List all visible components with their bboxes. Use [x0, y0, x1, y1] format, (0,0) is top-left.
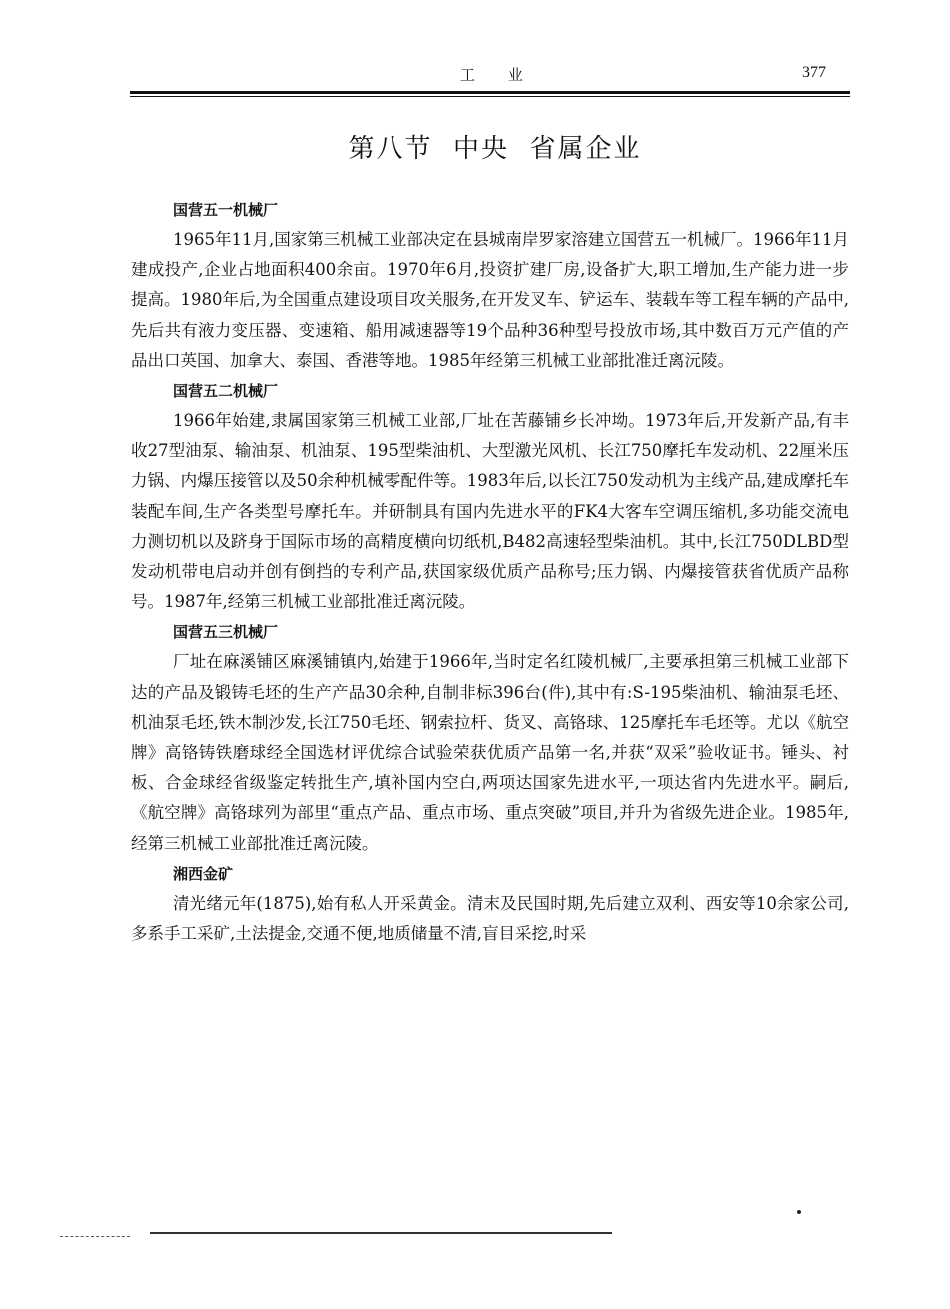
article-wusan-machinery-plant	[131, 617, 849, 858]
article-xiangxi-gold-mine	[131, 859, 849, 949]
header-rule-thick	[130, 91, 850, 94]
article-text: 1966年始建,隶属国家第三机械工业部,厂址在苦藤铺乡长冲坳。1973年后,开发新产品,有丰收27型油泵、输油泵、机油泵、195型柴油机、大型激光风机、长江750摩托车发动机、22厘米压力锅、内爆压接管以及50余种机械零配件等。1983年后,以长江750发动机为主线产品,建成摩托车装配车间,生产各类型号摩托车。并研制具有国内先进水平的FK4大客车空调压缩机,多功能交流电力测切机以及跻身于国际市场的高精度横向切纸机,B482高速轻型柴油机。其中,长江750DLBD型发动机带电启动并创有倒挡的专利产品,获国家级优质产品称号;压力锅、内爆接管获省优质产品称号。1987年,经第三机械工业部批准迁离沅陵。	[131, 411, 849, 612]
article-text: 厂址在麻溪铺区麻溪铺镇内,始建于1966年,当时定名红陵机械厂,主要承担第三机械工业部下达的产品及锻铸毛坯的生产产品30余种,自制非标396台(件),其中有:S-195柴油机、输油泵毛坯、机油泵毛坯,铁木制沙发,长江750毛坯、钢索拉杆、货叉、高铬球、125摩托车毛坯等。尤以《航空牌》高铬铸铁磨球经全国选材评优综合试验荣获优质产品第一名,并获“双采”验收证书。锤头、衬板、合金球经省级鉴定转批生产,填补国内空白,两项达国家先进水平,一项达省内先进水平。嗣后,《航空牌》高铬球列为部里“重点产品、重点市场、重点突破”项目,并升为省级先进企业。1985年,经第三机械工业部批准迁离沅陵。	[131, 652, 849, 853]
footer-dashes	[60, 1236, 130, 1237]
article-heading: 国营五二机械厂	[173, 382, 279, 401]
article-text: 1965年11月,国家第三机械工业部决定在县城南岸罗家溶建立国营五一机械厂。1966年11月建成投产,企业占地面积400余亩。1970年6月,投资扩建厂房,设备扩大,职工增加,生产能力进一步提高。1980年后,为全国重点建设项目攻关服务,在开发叉车、铲运车、装载车等工程车辆的产品中,先后共有液力变压器、变速箱、船用减速器等19个品种36种型号投放市场,其中数百万元产值的产品出口英国、加拿大、泰国、香港等地。1985年经第三机械工业部批准迁离沅陵。	[131, 230, 849, 370]
article-text: 清光绪元年(1875),始有私人开采黄金。清末及民国时期,先后建立双利、西安等10余家公司,多系手工采矿,土法提金,交通不便,地质储量不清,盲目采挖,时采	[131, 893, 849, 944]
page-content	[131, 195, 849, 949]
article-wuer-machinery-plant	[131, 376, 849, 617]
header-rule-thin	[130, 96, 850, 97]
running-title: 工 业	[460, 66, 537, 84]
footer-rule	[150, 1232, 612, 1234]
article-heading: 国营五一机械厂	[173, 201, 279, 219]
article-wuyi-machinery-plant	[131, 195, 849, 376]
scan-dot	[797, 1210, 801, 1214]
article-heading: 湘西金矿	[173, 864, 234, 883]
page-number: 377	[802, 64, 826, 81]
section-title: 第八节 中央 省属企业	[348, 134, 642, 164]
running-head	[0, 64, 950, 92]
article-heading: 国营五三机械厂	[173, 623, 279, 642]
